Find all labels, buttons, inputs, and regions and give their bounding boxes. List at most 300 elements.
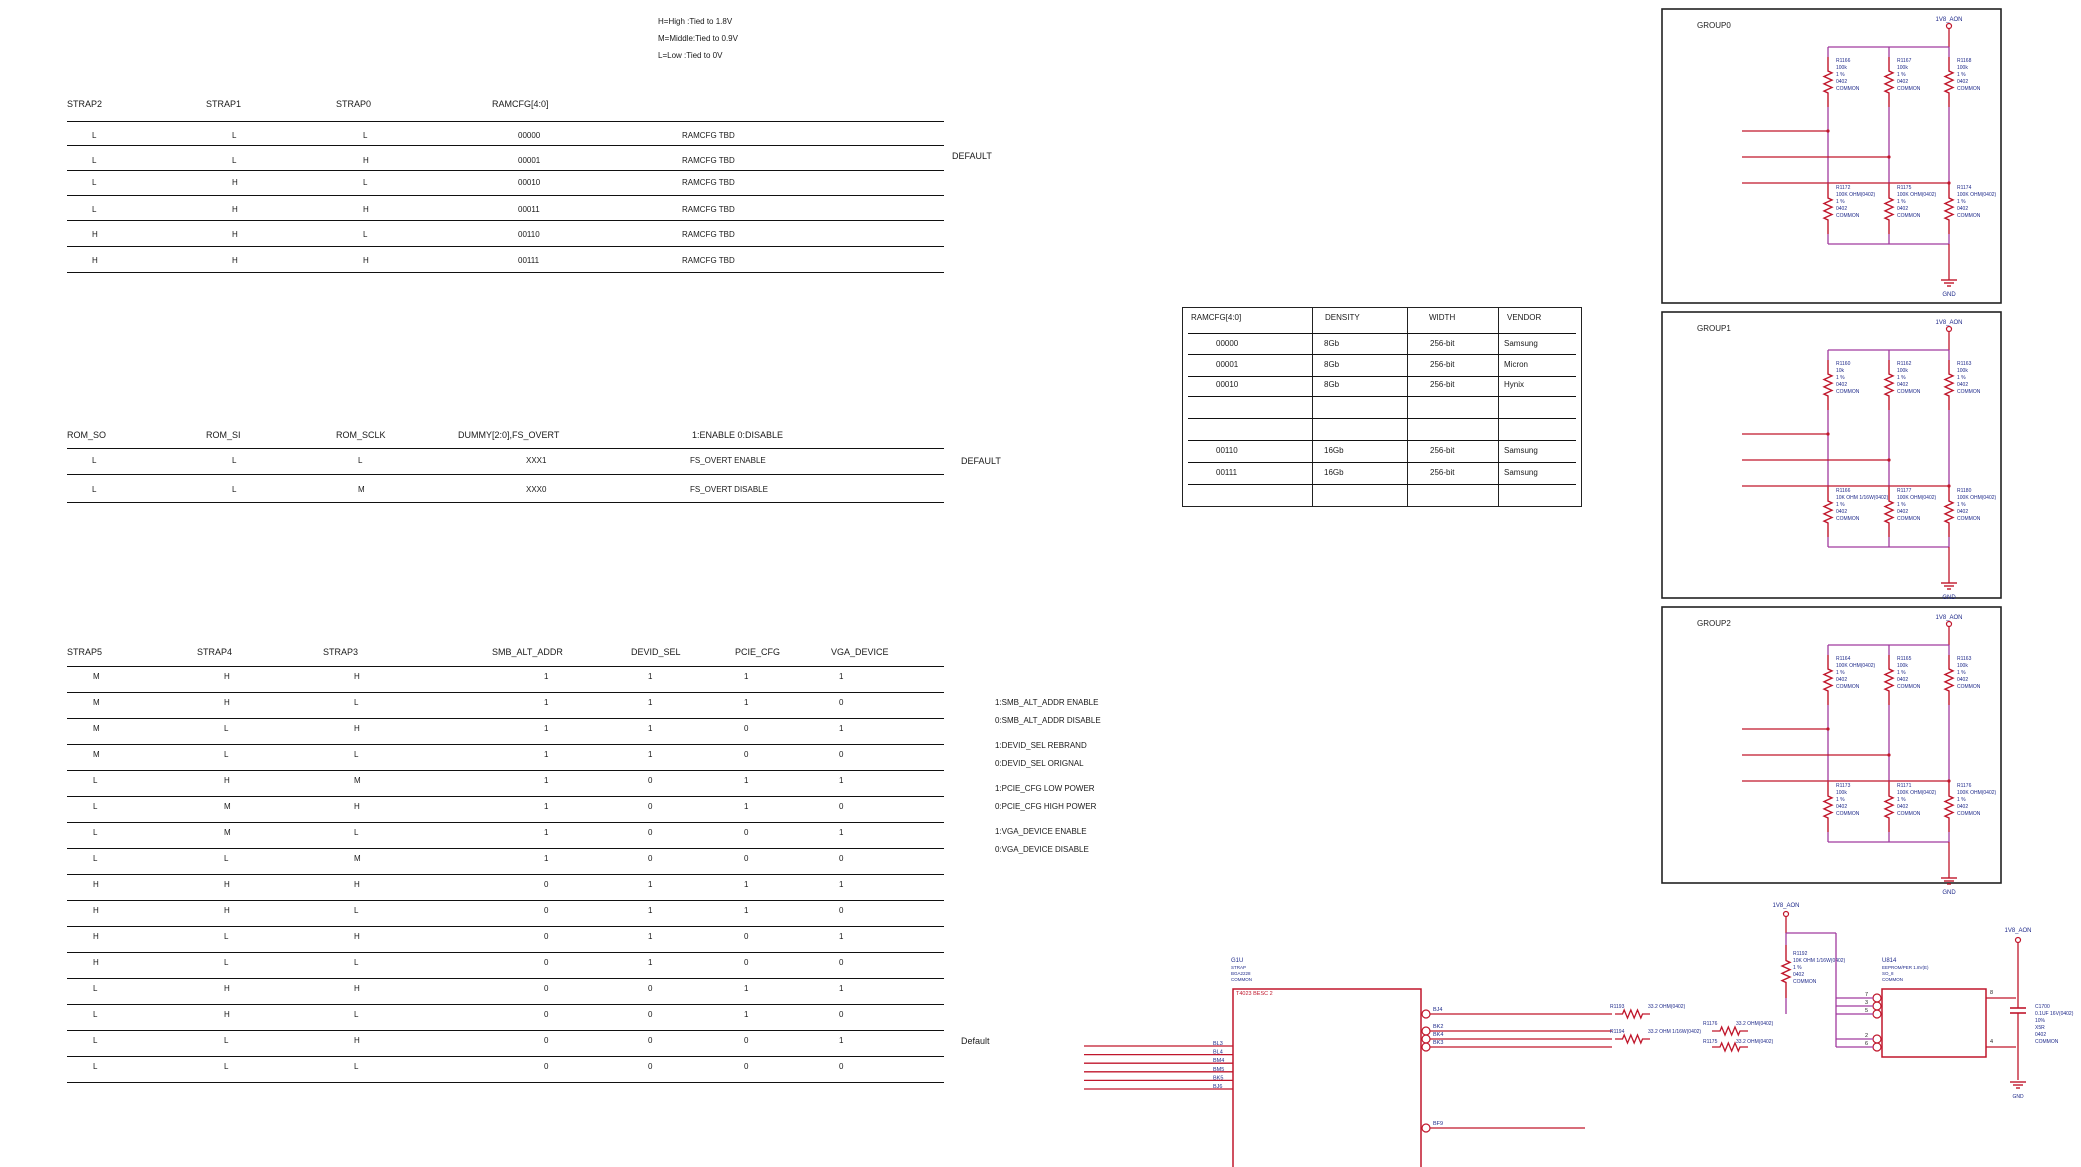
t3-cell: L bbox=[93, 1062, 98, 1071]
cap-value: 0.1UF 16V(0402) bbox=[2035, 1011, 2074, 1017]
t3-cell: M bbox=[93, 724, 100, 733]
t3-cell: 1 bbox=[544, 724, 549, 733]
t3-cell: 1 bbox=[648, 724, 653, 733]
resistor-tolerance: 1 % bbox=[1957, 199, 1966, 205]
ram-table-header: WIDTH bbox=[1429, 313, 1456, 322]
t1-cell: 00001 bbox=[518, 156, 541, 165]
t3-cell: 1 bbox=[839, 880, 844, 889]
resistor-ref: R1162 bbox=[1897, 361, 1912, 367]
t1-cell: H bbox=[363, 156, 369, 165]
cap-tolerance: 10% bbox=[2035, 1018, 2046, 1024]
ground-net-label: GND bbox=[1942, 890, 1956, 896]
t3-cell: H bbox=[224, 776, 230, 785]
t1-cell: L bbox=[92, 131, 97, 140]
t3-cell: 0 bbox=[744, 958, 749, 967]
eeprom-pin-bubble bbox=[1873, 1043, 1881, 1051]
resistor-value: 100K OHM(0402) bbox=[1957, 790, 1997, 796]
t1-cell: H bbox=[232, 205, 238, 214]
t2-cell: FS_OVERT DISABLE bbox=[690, 485, 768, 494]
ram-table-cell: Samsung bbox=[1504, 339, 1538, 348]
resistor-value: 100k bbox=[1897, 663, 1908, 669]
resistor-ref: R1192 bbox=[1793, 951, 1808, 957]
t3-cell: M bbox=[354, 776, 361, 785]
t3-cell: 0 bbox=[648, 1036, 653, 1045]
resistor-package: 0402 bbox=[1957, 79, 1969, 85]
t1-cell: 00000 bbox=[518, 131, 541, 140]
chip-pin-label: BJ6 bbox=[1213, 1084, 1223, 1090]
t3-cell: 0 bbox=[744, 1036, 749, 1045]
resistor-symbol bbox=[1945, 487, 1953, 537]
t1-cell: L bbox=[92, 156, 97, 165]
series-resistor-value: 33.2 OHM(0402) bbox=[1736, 1021, 1774, 1027]
ram-table-cell: Hynix bbox=[1504, 380, 1525, 389]
power-symbol bbox=[2016, 938, 2021, 943]
t2-cell: L bbox=[358, 456, 363, 465]
t3-legend-note: 0:VGA_DEVICE DISABLE bbox=[995, 845, 1089, 854]
power-net-label: 1V8_AON bbox=[1935, 615, 1963, 621]
t3-cell: 0 bbox=[648, 1010, 653, 1019]
t3-cell: L bbox=[224, 750, 229, 759]
resistor-value: 100K OHM(0402) bbox=[1897, 495, 1937, 501]
resistor-tolerance: 1 % bbox=[1897, 199, 1906, 205]
resistor-tag: COMMON bbox=[1793, 979, 1817, 985]
resistor-package: 0402 bbox=[1957, 677, 1969, 683]
eeprom-pin-number: 2 bbox=[1864, 1033, 1868, 1039]
t2-cell: M bbox=[358, 485, 365, 494]
eeprom-pin-number: 8 bbox=[1990, 990, 1994, 996]
t2-cell: L bbox=[92, 485, 97, 494]
resistor-tag: COMMON bbox=[1836, 516, 1860, 522]
t3-header-strap3: STRAP3 bbox=[323, 647, 359, 657]
chip-pin-bubble bbox=[1422, 1124, 1430, 1132]
t3-cell: H bbox=[354, 724, 360, 733]
t3-header-pcie: PCIE_CFG bbox=[735, 647, 781, 657]
cap-package: 0402 bbox=[2035, 1032, 2047, 1038]
junction-dot bbox=[1826, 129, 1829, 132]
resistor-tolerance: 1 % bbox=[1897, 72, 1906, 78]
chip-pin-bubble bbox=[1422, 1010, 1430, 1018]
junction-dot bbox=[1887, 458, 1890, 461]
ram-table-cell: 8Gb bbox=[1324, 360, 1340, 369]
t1-cell: H bbox=[363, 256, 369, 265]
eeprom-pin-bubble bbox=[1873, 994, 1881, 1002]
series-resistor-value: 33.2 OHM(0402) bbox=[1648, 1004, 1686, 1010]
ram-table-cell: 256-bit bbox=[1430, 360, 1455, 369]
chip-pin-bubble bbox=[1422, 1027, 1430, 1035]
t3-cell: H bbox=[354, 1036, 360, 1045]
resistor-symbol bbox=[1945, 655, 1953, 705]
resistor-ref: R1165 bbox=[1897, 656, 1912, 662]
t3-cell: L bbox=[224, 1062, 229, 1071]
t3-cell: 1 bbox=[544, 672, 549, 681]
resistor-ref: R1180 bbox=[1957, 488, 1972, 494]
t3-cell: 0 bbox=[839, 854, 844, 863]
ram-table-cell: 8Gb bbox=[1324, 339, 1340, 348]
resistor-package: 0402 bbox=[1957, 382, 1969, 388]
t1-cell: L bbox=[232, 131, 237, 140]
t3-cell: H bbox=[354, 802, 360, 811]
t3-header-vga: VGA_DEVICE bbox=[831, 647, 889, 657]
resistor-package: 0402 bbox=[1836, 677, 1848, 683]
power-symbol bbox=[1784, 912, 1789, 917]
t3-cell: L bbox=[93, 828, 98, 837]
t3-cell: L bbox=[354, 828, 359, 837]
resistor-tag: COMMON bbox=[1957, 86, 1981, 92]
t3-cell: 1 bbox=[744, 672, 749, 681]
t1-header-ramcfg: RAMCFG[4:0] bbox=[492, 99, 549, 109]
t3-header-strap4: STRAP4 bbox=[197, 647, 233, 657]
resistor-symbol bbox=[1824, 487, 1832, 537]
ram-table-cell: 16Gb bbox=[1324, 468, 1344, 477]
resistor-ref: R1163 bbox=[1957, 361, 1972, 367]
ram-table-cell: 8Gb bbox=[1324, 380, 1340, 389]
resistor-value: 10K OHM 1/16W(0402) bbox=[1793, 958, 1846, 964]
cap-type: X5R bbox=[2035, 1025, 2045, 1031]
t3-cell: 1 bbox=[839, 984, 844, 993]
resistor-ref: R1168 bbox=[1957, 58, 1972, 64]
ground-net-label: GND bbox=[1942, 595, 1956, 601]
t3-cell: 1 bbox=[648, 698, 653, 707]
t3-cell: L bbox=[93, 854, 98, 863]
t2-header-rom-si: ROM_SI bbox=[206, 430, 241, 440]
t1-cell: H bbox=[363, 205, 369, 214]
t1-cell: H bbox=[232, 256, 238, 265]
chip-pin-label: BM5 bbox=[1213, 1066, 1225, 1073]
resistor-ref: R1171 bbox=[1897, 783, 1912, 789]
t1-cell: RAMCFG TBD bbox=[682, 156, 735, 165]
series-resistor-ref: R1176 bbox=[1703, 1021, 1718, 1027]
resistor-value: 100K OHM(0402) bbox=[1957, 192, 1997, 198]
resistor-symbol bbox=[1824, 360, 1832, 410]
resistor-value: 100k bbox=[1957, 663, 1968, 669]
resistor-value: 100k bbox=[1836, 790, 1847, 796]
ram-table-cell: Samsung bbox=[1504, 446, 1538, 455]
eeprom-pin-number: 7 bbox=[1864, 992, 1868, 998]
t1-cell: L bbox=[92, 178, 97, 187]
t3-cell: 0 bbox=[544, 984, 549, 993]
gpu-strap-block bbox=[1233, 989, 1421, 1167]
resistor-package: 0402 bbox=[1957, 206, 1969, 212]
t3-cell: L bbox=[93, 1036, 98, 1045]
t3-cell: 1 bbox=[744, 776, 749, 785]
t2-cell: XXX1 bbox=[526, 456, 547, 465]
resistor-tag: COMMON bbox=[1897, 684, 1921, 690]
legend-low: L=Low :Tied to 0V bbox=[658, 51, 723, 60]
resistor-symbol bbox=[1824, 184, 1832, 234]
chip-pin-label: BK4 bbox=[1433, 1032, 1444, 1038]
t3-legend-note: 1:VGA_DEVICE ENABLE bbox=[995, 827, 1087, 836]
junction-dot bbox=[1826, 432, 1829, 435]
resistor-tolerance: 1 % bbox=[1836, 72, 1845, 78]
strap-group-box bbox=[1662, 312, 2001, 598]
t3-cell: 1 bbox=[648, 932, 653, 941]
t3-cell: 1 bbox=[544, 698, 549, 707]
resistor-tolerance: 1 % bbox=[1897, 502, 1906, 508]
t3-cell: 0 bbox=[744, 932, 749, 941]
resistor-value: 100k bbox=[1836, 65, 1847, 71]
t3-cell: 0 bbox=[648, 984, 653, 993]
ram-table-cell: 00110 bbox=[1216, 446, 1238, 455]
t1-header-strap1: STRAP1 bbox=[206, 99, 242, 109]
t3-cell: M bbox=[93, 750, 100, 759]
t3-cell: L bbox=[354, 1010, 359, 1019]
eeprom-pin-bubble bbox=[1873, 1002, 1881, 1010]
t1-cell: RAMCFG TBD bbox=[682, 230, 735, 239]
t3-cell: 1 bbox=[544, 802, 549, 811]
t3-cell: L bbox=[93, 984, 98, 993]
t3-cell: 0 bbox=[544, 1062, 549, 1071]
resistor-symbol bbox=[1824, 655, 1832, 705]
resistor-value: 100K OHM(0402) bbox=[1897, 790, 1937, 796]
t3-cell: 1 bbox=[744, 802, 749, 811]
t2-cell: L bbox=[232, 485, 237, 494]
resistor-symbol bbox=[1824, 782, 1832, 832]
power-symbol bbox=[1947, 622, 1952, 627]
resistor-symbol bbox=[1885, 360, 1893, 410]
t2-header-dummy: DUMMY[2:0],FS_OVERT bbox=[458, 430, 560, 440]
t1-cell: 00011 bbox=[518, 205, 540, 214]
resistor-tolerance: 1 % bbox=[1836, 375, 1845, 381]
t1-cell: RAMCFG TBD bbox=[682, 205, 735, 214]
power-net-label: 1V8_AON bbox=[1772, 903, 1800, 909]
resistor-package: 0402 bbox=[1836, 206, 1848, 212]
t3-cell: 1 bbox=[648, 750, 653, 759]
junction-dot bbox=[1887, 753, 1890, 756]
t3-cell: 1 bbox=[744, 880, 749, 889]
resistor-ref: R1173 bbox=[1836, 783, 1851, 789]
t1-cell: RAMCFG TBD bbox=[682, 131, 735, 140]
t3-cell: 0 bbox=[744, 828, 749, 837]
t1-cell: 00111 bbox=[518, 256, 540, 265]
t3-cell: H bbox=[354, 932, 360, 941]
t3-cell: 0 bbox=[648, 802, 653, 811]
resistor-tolerance: 1 % bbox=[1836, 797, 1845, 803]
t1-cell: H bbox=[232, 230, 238, 239]
junction-dot bbox=[1887, 155, 1890, 158]
t3-cell: M bbox=[93, 698, 100, 707]
t2-cell: L bbox=[232, 456, 237, 465]
t3-cell: L bbox=[224, 958, 229, 967]
ram-table-cell: Micron bbox=[1504, 360, 1529, 369]
resistor-package: 0402 bbox=[1793, 972, 1805, 978]
t3-cell: 1 bbox=[744, 906, 749, 915]
t3-cell: 0 bbox=[544, 1010, 549, 1019]
t1-cell: L bbox=[363, 230, 368, 239]
resistor-tag: COMMON bbox=[1957, 811, 1981, 817]
resistor-package: 0402 bbox=[1836, 79, 1848, 85]
series-resistor-ref: R1175 bbox=[1703, 1039, 1718, 1045]
resistor-package: 0402 bbox=[1836, 804, 1848, 810]
t3-header-smb: SMB_ALT_ADDR bbox=[492, 647, 563, 657]
chip-pin-label: BF9 bbox=[1433, 1121, 1444, 1127]
series-resistor-value: 33.2 OHM 1/16W(0402) bbox=[1648, 1029, 1702, 1035]
t3-cell: L bbox=[354, 958, 359, 967]
resistor-value: 100K OHM(0402) bbox=[1957, 495, 1997, 501]
t2-default-note: DEFAULT bbox=[961, 456, 1001, 466]
t3-cell: 1 bbox=[839, 932, 844, 941]
ram-table-cell: Samsung bbox=[1504, 468, 1538, 477]
t3-cell: L bbox=[224, 1036, 229, 1045]
t3-cell: 0 bbox=[839, 906, 844, 915]
t3-cell: 1 bbox=[839, 724, 844, 733]
chip-pin-bubble bbox=[1422, 1035, 1430, 1043]
t3-cell: 1 bbox=[544, 750, 549, 759]
chip-pin-label: BK5 bbox=[1213, 1075, 1224, 1082]
resistor-ref: R1176 bbox=[1957, 783, 1972, 789]
resistor-tag: COMMON bbox=[1836, 213, 1860, 219]
t3-cell: H bbox=[93, 906, 99, 915]
resistor-tolerance: 1 % bbox=[1897, 797, 1906, 803]
ground-net-label: GND bbox=[1942, 292, 1956, 298]
t3-legend-note: 1:PCIE_CFG LOW POWER bbox=[995, 784, 1095, 793]
t3-cell: 0 bbox=[744, 1062, 749, 1071]
eeprom-pin-number: 3 bbox=[1864, 1000, 1868, 1006]
resistor-symbol bbox=[1945, 360, 1953, 410]
t3-header-strap5: STRAP5 bbox=[67, 647, 103, 657]
t1-cell: L bbox=[232, 156, 237, 165]
t3-cell: M bbox=[224, 828, 231, 837]
resistor-tolerance: 1 % bbox=[1793, 965, 1802, 971]
chip-pin-label: BL3 bbox=[1213, 1041, 1223, 1047]
ram-table-cell: 256-bit bbox=[1430, 446, 1455, 455]
t3-cell: 1 bbox=[744, 698, 749, 707]
t3-cell: H bbox=[224, 672, 230, 681]
resistor-package: 0402 bbox=[1897, 206, 1909, 212]
t3-cell: 1 bbox=[744, 984, 749, 993]
t1-cell: 00010 bbox=[518, 178, 541, 187]
resistor-ref: R1166 bbox=[1836, 58, 1851, 64]
t1-header-strap0: STRAP0 bbox=[336, 99, 372, 109]
chip-title: T4023 BESC 2 bbox=[1236, 991, 1273, 997]
resistor-package: 0402 bbox=[1836, 382, 1848, 388]
t3-cell: H bbox=[224, 1010, 230, 1019]
strap-group-label: GROUP1 bbox=[1697, 324, 1731, 333]
t3-cell: 1 bbox=[839, 828, 844, 837]
chip-ref: G1U bbox=[1231, 958, 1244, 964]
t3-cell: 0 bbox=[648, 776, 653, 785]
resistor-tag: COMMON bbox=[1836, 86, 1860, 92]
strap-group-label: GROUP2 bbox=[1697, 619, 1731, 628]
t3-cell: 0 bbox=[544, 906, 549, 915]
junction-dot bbox=[1947, 181, 1950, 184]
resistor-value: 10K OHM 1/16W(0402) bbox=[1836, 495, 1889, 501]
t3-cell: 1 bbox=[544, 776, 549, 785]
ram-table-header: RAMCFG[4:0] bbox=[1191, 313, 1242, 322]
t3-cell: H bbox=[354, 880, 360, 889]
t2-header-rom-sclk: ROM_SCLK bbox=[336, 430, 386, 440]
t3-cell: H bbox=[224, 906, 230, 915]
chip-pin-label: BK2 bbox=[1433, 1024, 1444, 1030]
t3-cell: 0 bbox=[744, 724, 749, 733]
t3-cell: L bbox=[354, 750, 359, 759]
resistor-symbol bbox=[1615, 1010, 1650, 1018]
t3-legend-note: 1:DEVID_SEL REBRAND bbox=[995, 741, 1087, 750]
legend-middle: M=Middle:Tied to 0.9V bbox=[658, 34, 738, 43]
t3-cell: 1 bbox=[648, 880, 653, 889]
t3-cell: 1 bbox=[744, 1010, 749, 1019]
series-resistor-value: 33.2 OHM(0402) bbox=[1736, 1039, 1774, 1045]
resistor-package: 0402 bbox=[1897, 79, 1909, 85]
t3-legend-note: 0:SMB_ALT_ADDR DISABLE bbox=[995, 716, 1101, 725]
t1-cell: L bbox=[363, 131, 368, 140]
resistor-tolerance: 1 % bbox=[1836, 199, 1845, 205]
ram-table-cell: 256-bit bbox=[1430, 468, 1455, 477]
resistor-tolerance: 1 % bbox=[1836, 670, 1845, 676]
t3-cell: 1 bbox=[839, 1036, 844, 1045]
t3-cell: H bbox=[354, 984, 360, 993]
resistor-package: 0402 bbox=[1897, 509, 1909, 515]
junction-dot bbox=[1826, 727, 1829, 730]
t3-cell: 1 bbox=[544, 854, 549, 863]
ram-table-cell: 256-bit bbox=[1430, 339, 1455, 348]
t3-cell: 0 bbox=[839, 958, 844, 967]
resistor-value: 100K OHM(0402) bbox=[1836, 192, 1876, 198]
resistor-package: 0402 bbox=[1897, 382, 1909, 388]
eeprom-ref: U814 bbox=[1882, 958, 1897, 964]
resistor-tag: COMMON bbox=[1957, 516, 1981, 522]
t3-cell: 1 bbox=[544, 828, 549, 837]
resistor-symbol bbox=[1712, 1027, 1748, 1035]
ground-net-label: GND bbox=[2012, 1094, 2024, 1100]
eeprom-pin-number: 6 bbox=[1864, 1041, 1868, 1047]
resistor-package: 0402 bbox=[1957, 804, 1969, 810]
ram-table-cell: 00000 bbox=[1216, 339, 1239, 348]
t3-cell: H bbox=[93, 880, 99, 889]
chip-sub: STRAP bbox=[1231, 965, 1247, 970]
ram-table-cell: 00111 bbox=[1216, 468, 1238, 477]
t1-cell: H bbox=[92, 256, 98, 265]
resistor-ref: R1174 bbox=[1957, 185, 1972, 191]
resistor-tag: COMMON bbox=[1957, 684, 1981, 690]
t3-legend-note: 0:DEVID_SEL ORIGNAL bbox=[995, 759, 1084, 768]
resistor-value: 100k bbox=[1957, 368, 1968, 374]
t2-cell: FS_OVERT ENABLE bbox=[690, 456, 766, 465]
t3-cell: 0 bbox=[744, 854, 749, 863]
t3-cell: 1 bbox=[648, 906, 653, 915]
resistor-ref: R1167 bbox=[1897, 58, 1912, 64]
resistor-package: 0402 bbox=[1836, 509, 1848, 515]
resistor-symbol bbox=[1945, 782, 1953, 832]
resistor-package: 0402 bbox=[1897, 804, 1909, 810]
eeprom-pin-number: 5 bbox=[1864, 1008, 1868, 1014]
t3-cell: H bbox=[224, 880, 230, 889]
t3-cell: 1 bbox=[648, 672, 653, 681]
t3-cell: L bbox=[224, 932, 229, 941]
t2-cell: XXX0 bbox=[526, 485, 547, 494]
resistor-value: 100K OHM(0402) bbox=[1836, 663, 1876, 669]
series-resistor-ref: R1193 bbox=[1610, 1004, 1625, 1010]
legend-high: H=High :Tied to 1.8V bbox=[658, 17, 733, 26]
t3-cell: H bbox=[354, 672, 360, 681]
resistor-value: 100K OHM(0402) bbox=[1897, 192, 1937, 198]
resistor-ref: R1166 bbox=[1836, 488, 1851, 494]
resistor-symbol bbox=[1885, 184, 1893, 234]
t1-cell: L bbox=[92, 205, 97, 214]
resistor-symbol bbox=[1824, 57, 1832, 107]
t1-cell: H bbox=[232, 178, 238, 187]
resistor-ref: R1164 bbox=[1836, 656, 1851, 662]
power-net-label: 1V8_AON bbox=[1935, 17, 1963, 23]
t3-legend-note: 1:SMB_ALT_ADDR ENABLE bbox=[995, 698, 1099, 707]
t3-cell: 0 bbox=[648, 828, 653, 837]
resistor-tolerance: 1 % bbox=[1957, 670, 1966, 676]
t3-cell: 0 bbox=[839, 698, 844, 707]
t3-cell: H bbox=[224, 984, 230, 993]
t3-cell: L bbox=[354, 906, 359, 915]
ram-table-header: VENDOR bbox=[1507, 313, 1542, 322]
ram-table-header: DENSITY bbox=[1325, 313, 1360, 322]
t3-cell: M bbox=[354, 854, 361, 863]
